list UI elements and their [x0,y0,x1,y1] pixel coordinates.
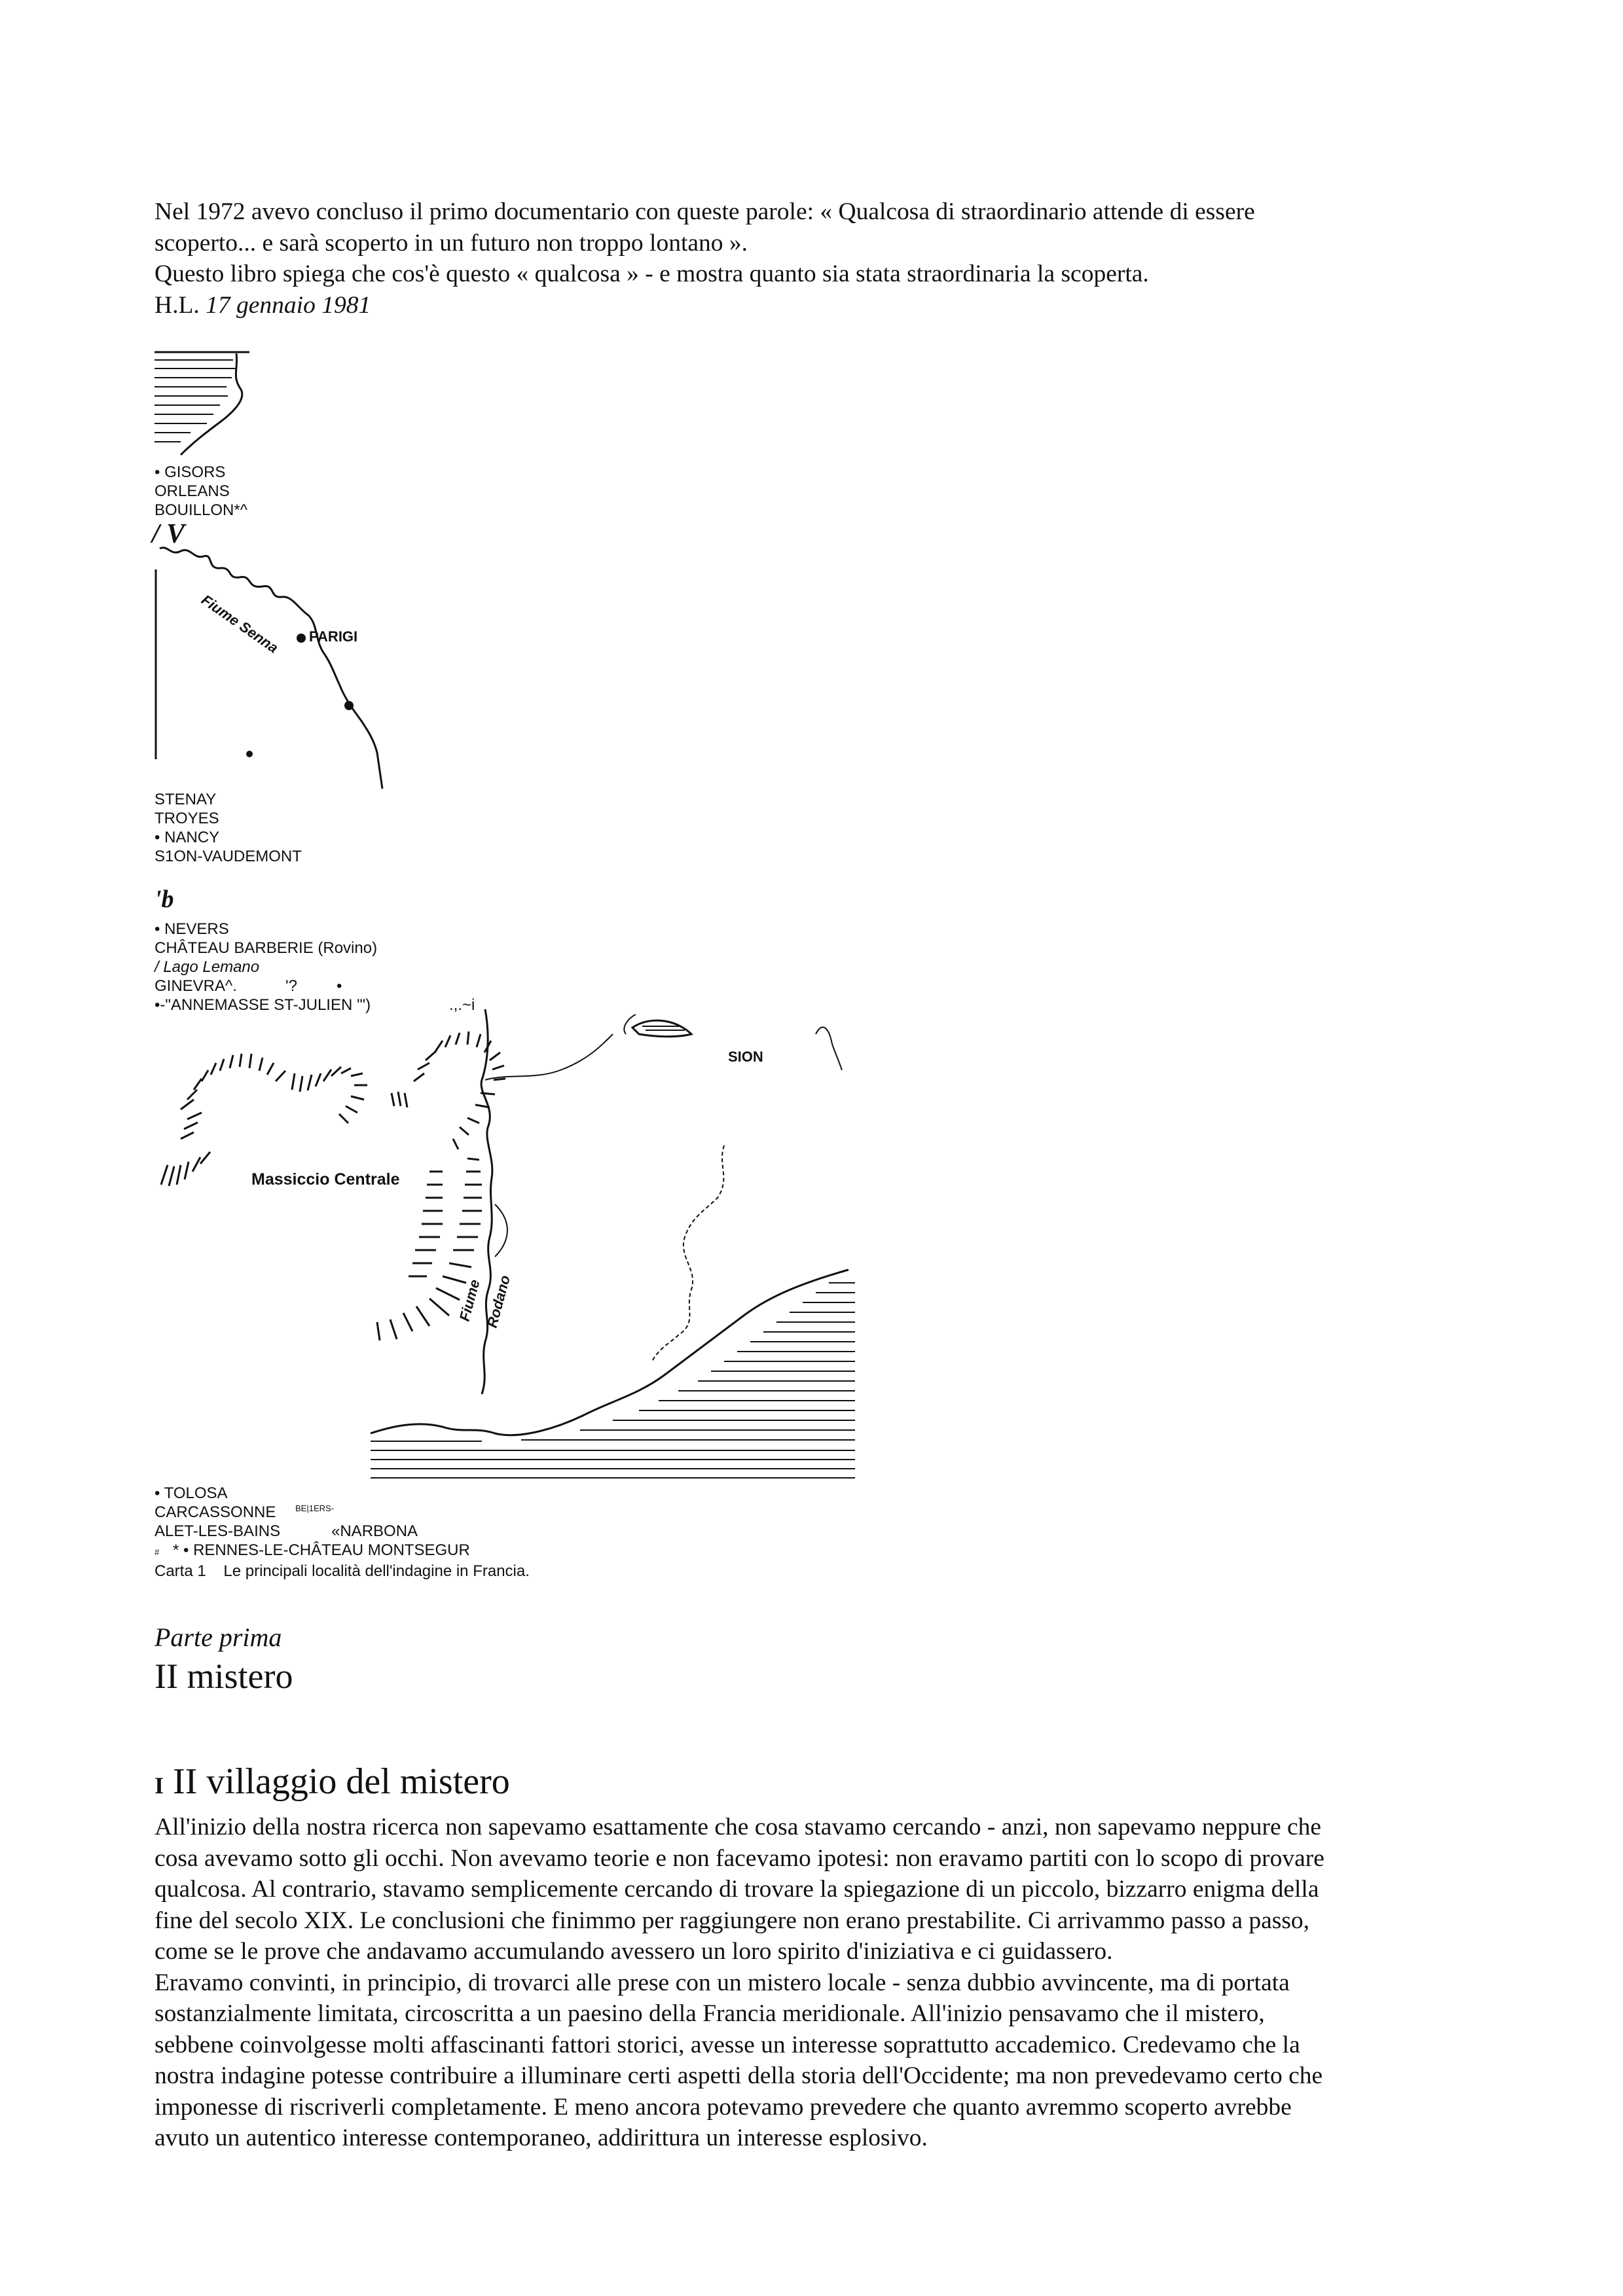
place-label: • TOLOSA [155,1484,228,1502]
place-label: GINEVRA^. [155,977,237,995]
intro-paragraph [155,196,1484,321]
map-labels-center [155,920,475,1014]
intro-line: scoperto... e sarà scoperto in un futuro non troppo lontano ». [155,229,748,257]
map-top-fragment [155,350,259,468]
map-mark-b: 'b [155,886,174,913]
intro-signature-line [155,290,1484,321]
body-line: avuto un autentico interesse contemporaneo, addirittura un interesse esplosivo. [155,2125,928,2151]
place-label: TROYES [155,810,219,827]
signature-date: 17 gennaio 1981 [206,291,371,319]
river-label-rodano-2: Rodano [483,1273,514,1330]
chapter-number: I [155,1772,164,1799]
chapter-heading [155,1761,510,1803]
body-line: Eravamo convinti, in principio, di trovarci alle prese con un mistero locale - senza dubbio avvincente, ma di portata [155,1969,1290,1996]
body-line: qualcosa. Al contrario, stavamo semplicemente cercando di trovare la spiegazione di un piccolo, bizzarro enigma della [155,1876,1319,1903]
part-label: Parte prima [155,1623,282,1652]
place-mark: # [155,1547,160,1557]
intro-line: Questo libro spiega che cos'è questo « qualcosa » - e mostra quanto sia stata straordinaria la scoperta. [155,260,1149,287]
river-label-rodano-1: Fiume [456,1278,483,1323]
place-label: CARCASSONNE [155,1503,276,1521]
body-line: nostra indagine potesse contribuire a illuminare certi aspetti della storia dell'Occidente; ma non prevedevamo certo che [155,2062,1323,2089]
place-label: ORLEANS [155,482,230,500]
body-line: imponesse di riscriverli completamente. E meno ancora potevamo prevedere che quanto avremmo scoperto avrebbe [155,2093,1292,2121]
place-label: • NANCY [155,829,220,846]
body-line: fine del secolo XIX. Le conclusioni che finimmo per raggiungere non erano prestabilite. Ci arrivammo passo a passo, [155,1907,1310,1934]
body-line: cosa avevamo sotto gli occhi. Non avevamo teorie e non facevamo ipotesi: non eravamo partiti con lo scopo di provare [155,1844,1324,1872]
place-label: * • RENNES-LE-CHÂTEAU MONTSEGUR [173,1541,470,1559]
region-label-massif: Massiccio Centrale [251,1170,400,1189]
place-label: / Lago Lemano [155,958,260,976]
place-label: •-"ANNEMASSE ST-JULIEN '") [155,996,371,1014]
map-seine [155,543,495,792]
place-label: BOUILLON*^ [155,501,247,519]
body-line: come se le prove che andavamo accumulando avessero un loro spirito d'iniziativa e ci guidassero. [155,1938,1113,1965]
body-line: All'inizio della nostra ricerca non sapevamo esattamente che cosa stavamo cercando - anzi, non sapevamo neppure che [155,1814,1322,1840]
map-labels-south [155,1484,530,1581]
alet-row [155,1522,530,1541]
rennes-row [155,1541,530,1562]
map-labels-east [155,790,302,866]
place-label: ALET-LES-BAINS [155,1522,281,1540]
body-line: sebbene coinvolgesse molti affascinanti fattori storici, avesse un interesse soprattutto accademico. Credevamo che la [155,2031,1300,2058]
carcassonne-row [155,1503,530,1522]
chapter-title: II villaggio del mistero [173,1761,510,1802]
place-label: S1ON-VAUDEMONT [155,848,302,865]
map-labels-north [155,463,247,520]
map-caption [155,1562,530,1581]
map-mark-slash-v: / V [152,519,185,549]
place-label: STENAY [155,791,217,808]
chapter-body [155,1812,1484,2154]
city-label-sion: SION [728,1049,763,1065]
part-title: II mistero [155,1657,293,1696]
city-label-parigi: PARIGI [309,628,358,645]
place-label: • GISORS [155,463,226,481]
place-mark: .,.~i [449,996,475,1014]
signature: H.L. [155,291,200,319]
intro-line: Nel 1972 avevo concluso il primo documentario con queste parole: « Qualcosa di straordinario attende di essere [155,198,1255,225]
caption-number: Carta 1 [155,1562,206,1580]
place-mark: '? [285,977,297,995]
place-label: BE|1ERS- [295,1503,335,1513]
place-label: CHÂTEAU BARBERIE (Rovino) [155,939,378,957]
caption-text: Le principali località dell'indagine in Francia. [223,1562,530,1580]
place-mark: • [337,977,342,995]
ginevra-row [155,977,377,996]
place-label: • NEVERS [155,920,229,938]
river-label-senna: Fiume Senna [198,591,282,656]
place-label: «NARBONA [331,1522,418,1540]
map-south [155,1008,862,1486]
body-line: sostanzialmente limitata, circoscritta a un paesino della Francia meridionale. All'inizio pensavamo che il mistero, [155,2000,1265,2027]
